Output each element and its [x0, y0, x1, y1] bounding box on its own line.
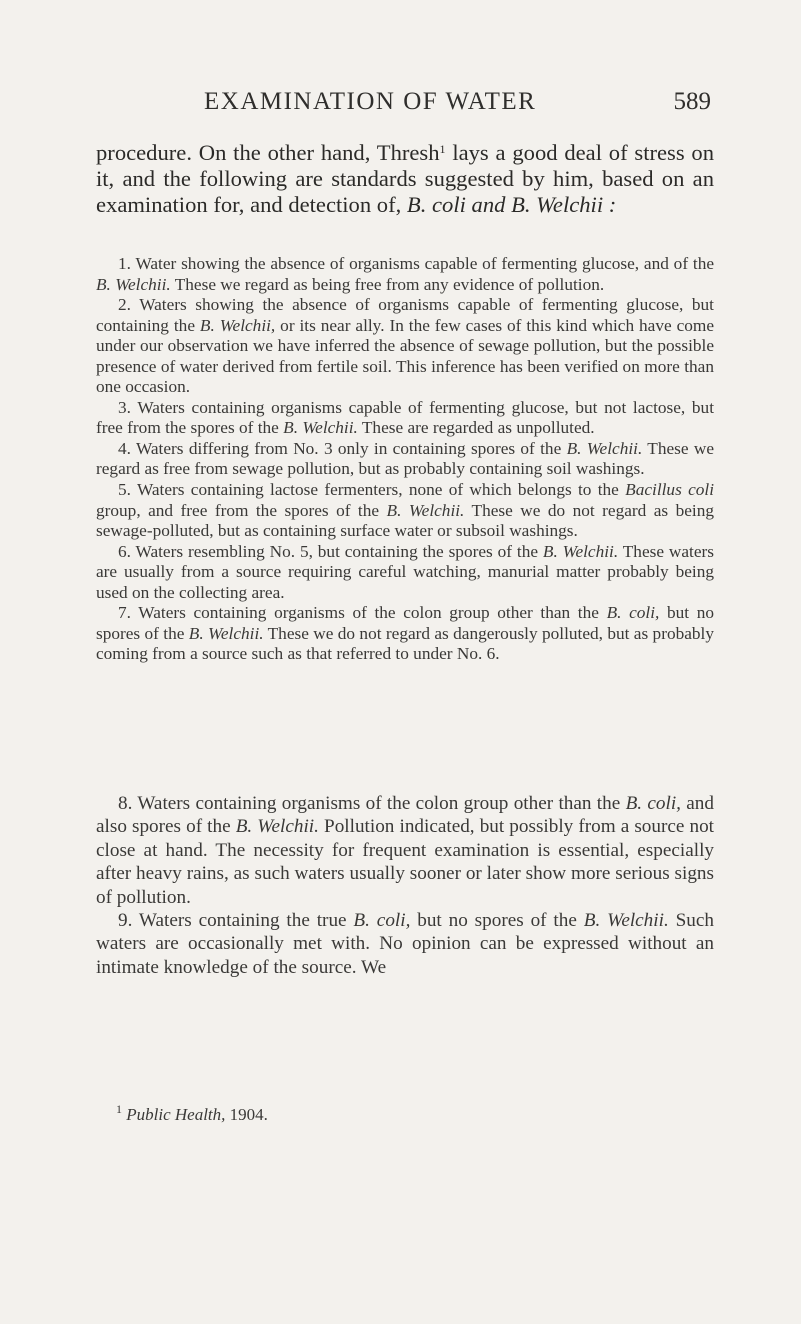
standard-item-3: 3. Waters containing organisms capable of fermenting glucose, but not lactose, but free from the spores of the B. Welchii. These are regarded as unpolluted.: [96, 397, 714, 438]
running-head: [96, 88, 711, 122]
intro-paragraph: [96, 140, 714, 218]
standards-list: [96, 254, 714, 665]
organisms-heading: B. coli and B. Welchii :: [406, 192, 617, 217]
footnote-marker: 1: [116, 1102, 122, 1116]
standard-item-6: 6. Waters resembling No. 5, but containing the spores of the B. Welchii. These waters are usually from a source requiring careful watching, manurial matter probably being used on the collecting area.: [96, 541, 714, 602]
standard-item-5: 5. Waters containing lactose fermenters, none of which belongs to the Bacillus coli group, and free from the spores of the B. Welchii. These we do not regard as being sewage-polluted, but as containing surface water or subsoil washings.: [96, 480, 715, 541]
running-title: EXAMINATION OF WATER: [204, 88, 537, 115]
footnote-source: Public Health,: [126, 1105, 226, 1124]
standards-list-lower: [96, 792, 714, 979]
footnote: [116, 1102, 268, 1125]
standard-item-4: 4. Waters differing from No. 3 only in containing spores of the B. Welchii. These we regard as free from sewage pollution, but as probably containing soil washings.: [96, 438, 714, 479]
standard-item-8: 8. Waters containing organisms of the colon group other than the B. coli, and also spores of the B. Welchii. Pollution indicated, but possibly from a source not close at hand. The necessity for frequent examination is essential, especially after heavy rains, as such waters usually sooner or later show more serious signs of pollution.: [96, 793, 715, 908]
standard-item-9: 9. Waters containing the true B. coli, but no spores of the B. Welchii. Such waters are occasionally met with. No opinion can be expressed without an intimate knowledge of the source. We: [96, 910, 714, 978]
standard-item-1: 1. Water showing the absence of organisms capable of fermenting glucose, and of the B. Welchii. These we regard as being free from any evidence of pollution.: [96, 254, 714, 294]
standard-item-7: 7. Waters containing organisms of the colon group other than the B. coli, but no spores of the B. Welchii. These we do not regard as dangerously polluted, but as probably coming from a source such as that referred to under No. 6.: [96, 603, 714, 664]
intro-text-2: lays a good deal of stress on it, and the following are standards suggested by him, based on an examination for, and detection of,: [96, 140, 715, 217]
footnote-year: 1904.: [225, 1105, 268, 1124]
page-number: 589: [673, 88, 711, 115]
footnote-reference: 1: [439, 142, 446, 156]
standard-item-2: 2. Waters showing the absence of organisms capable of fermenting glucose, but containing the B. Welchii, or its near ally. In the few cases of this kind which have come under our observation we have inferred the absence of sewage pollution, but the possible presence of water derived from fertile soil. This inference has been verified on more than one occasion.: [96, 295, 715, 397]
intro-text-1: procedure. On the other hand, Thresh: [96, 140, 440, 165]
